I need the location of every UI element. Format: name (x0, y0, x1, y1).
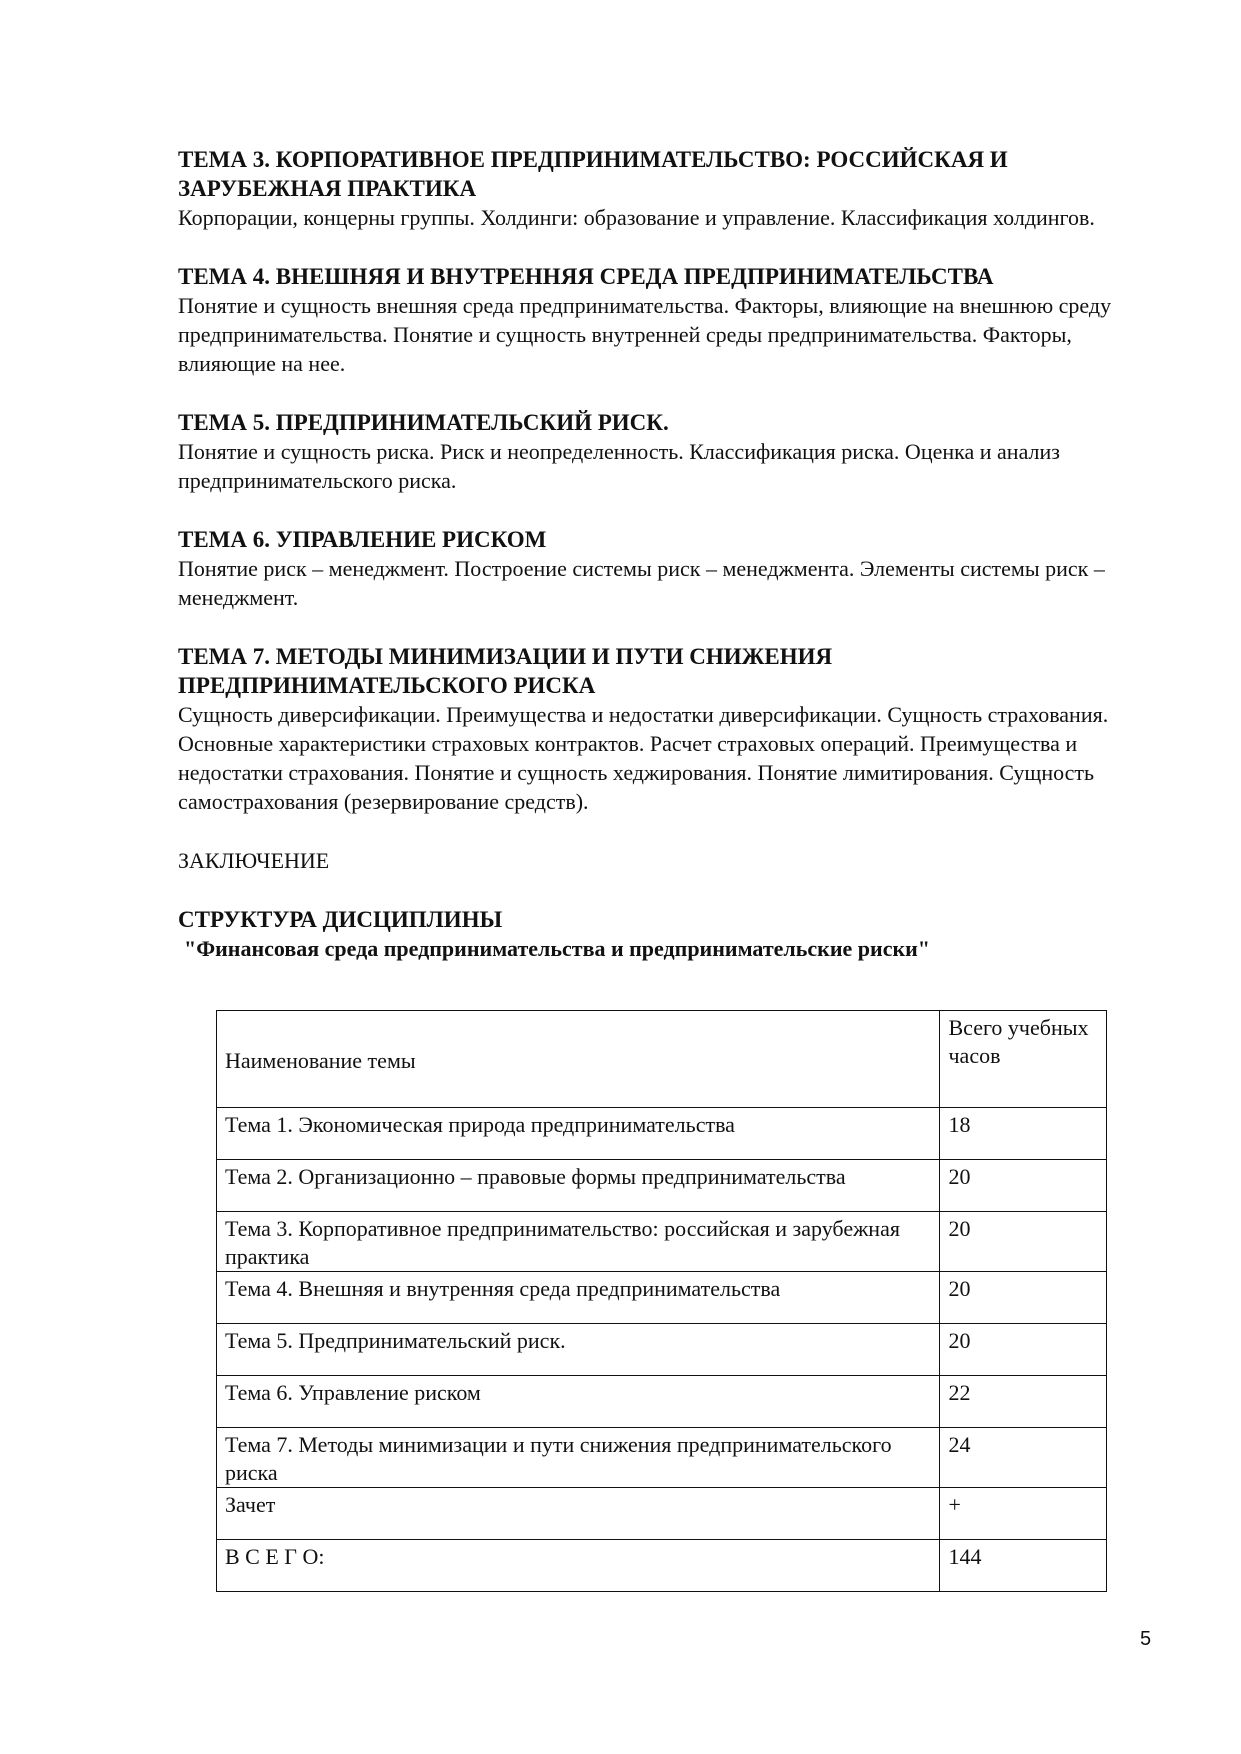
topic-description: Понятие и сущность внешняя среда предпринимательства. Факторы, влияющие на внешнюю среду предпринимательства. Понятие и сущность внутренней среды предпринимательства. Факторы, влияющие на нее. (178, 293, 1112, 376)
topic-5-section (178, 408, 1138, 495)
header-topic-name: Наименование темы (217, 1011, 940, 1108)
topic-description: Корпорации, концерны группы. Холдинги: образование и управление. Классификация холдингов. (178, 205, 1095, 230)
topic-3-section (178, 145, 1138, 232)
topic-6-section (178, 525, 1138, 612)
topic-name-cell: Тема 5. Предпринимательский риск. (217, 1324, 940, 1376)
topic-heading: ТЕМА 5. ПРЕДПРИНИМАТЕЛЬСКИЙ РИСК. (178, 410, 669, 435)
topic-heading: ТЕМА 3. КОРПОРАТИВНОЕ ПРЕДПРИНИМАТЕЛЬСТВО: РОССИЙСКАЯ И ЗАРУБЕЖНАЯ ПРАКТИКА (178, 147, 1008, 201)
page-content (178, 145, 1138, 963)
hours-cell: 20 (940, 1272, 1107, 1324)
topic-name-cell: Тема 4. Внешняя и внутренняя среда предпринимательства (217, 1272, 940, 1324)
table-row (217, 1324, 1107, 1376)
topic-name-cell: Тема 7. Методы минимизации и пути снижения предпринимательского риска (217, 1428, 940, 1488)
table-row (217, 1428, 1107, 1488)
topic-description: Понятие риск – менеджмент. Построение системы риск – менеджмента. Элементы системы риск – менеджмент. (178, 556, 1105, 610)
topic-7-section (178, 642, 1138, 816)
topic-heading: ТЕМА 6. УПРАВЛЕНИЕ РИСКОМ (178, 527, 547, 552)
topic-name-cell: Тема 6. Управление риском (217, 1376, 940, 1428)
total-hours-cell: 144 (940, 1540, 1107, 1592)
table-row (217, 1488, 1107, 1540)
topic-heading: ТЕМА 4. ВНЕШНЯЯ И ВНУТРЕННЯЯ СРЕДА ПРЕДПРИНИМАТЕЛЬСТВА (178, 264, 994, 289)
topic-name-cell: Тема 3. Корпоративное предпринимательство: российская и зарубежная практика (217, 1212, 940, 1272)
table-row (217, 1376, 1107, 1428)
table-row (217, 1212, 1107, 1272)
hours-cell: 22 (940, 1376, 1107, 1428)
hours-cell: 18 (940, 1108, 1107, 1160)
hours-cell: 20 (940, 1212, 1107, 1272)
structure-subtitle: "Финансовая среда предпринимательства и предпринимательские риски" (184, 936, 931, 961)
header-total-hours: Всего учебных часов (940, 1011, 1107, 1108)
table-row (217, 1108, 1107, 1160)
hours-cell: 20 (940, 1324, 1107, 1376)
hours-cell: 24 (940, 1428, 1107, 1488)
topic-name-cell: Зачет (217, 1488, 940, 1540)
table-row (217, 1272, 1107, 1324)
table-total-row (217, 1540, 1107, 1592)
hours-cell: + (940, 1488, 1107, 1540)
total-label-cell: В С Е Г О: (217, 1540, 940, 1592)
page-number: 5 (1140, 1628, 1152, 1650)
table-header-row (217, 1011, 1107, 1108)
discipline-structure-table (216, 1010, 1107, 1592)
structure-title: СТРУКТУРА ДИСЦИПЛИНЫ (178, 907, 503, 932)
topic-name-cell: Тема 2. Организационно – правовые формы предпринимательства (217, 1160, 940, 1212)
hours-cell: 20 (940, 1160, 1107, 1212)
topic-description: Сущность диверсификации. Преимущества и недостатки диверсификации. Сущность страхования. Основные характеристики страховых контрактов. Расчет страховых операций. Преимущества и недостатки страхования. Понятие и сущность хеджирования. Понятие лимитирования. Сущность самострахования (резервирование средств). (178, 702, 1109, 814)
topic-4-section (178, 262, 1138, 378)
conclusion-label: ЗАКЛЮЧЕНИЕ (178, 848, 330, 873)
table-row (217, 1160, 1107, 1212)
topic-description: Понятие и сущность риска. Риск и неопределенность. Классификация риска. Оценка и анализ предпринимательского риска. (178, 439, 1060, 493)
topic-heading: ТЕМА 7. МЕТОДЫ МИНИМИЗАЦИИ И ПУТИ СНИЖЕНИЯ ПРЕДПРИНИМАТЕЛЬСКОГО РИСКА (178, 644, 833, 698)
topic-name-cell: Тема 1. Экономическая природа предпринимательства (217, 1108, 940, 1160)
